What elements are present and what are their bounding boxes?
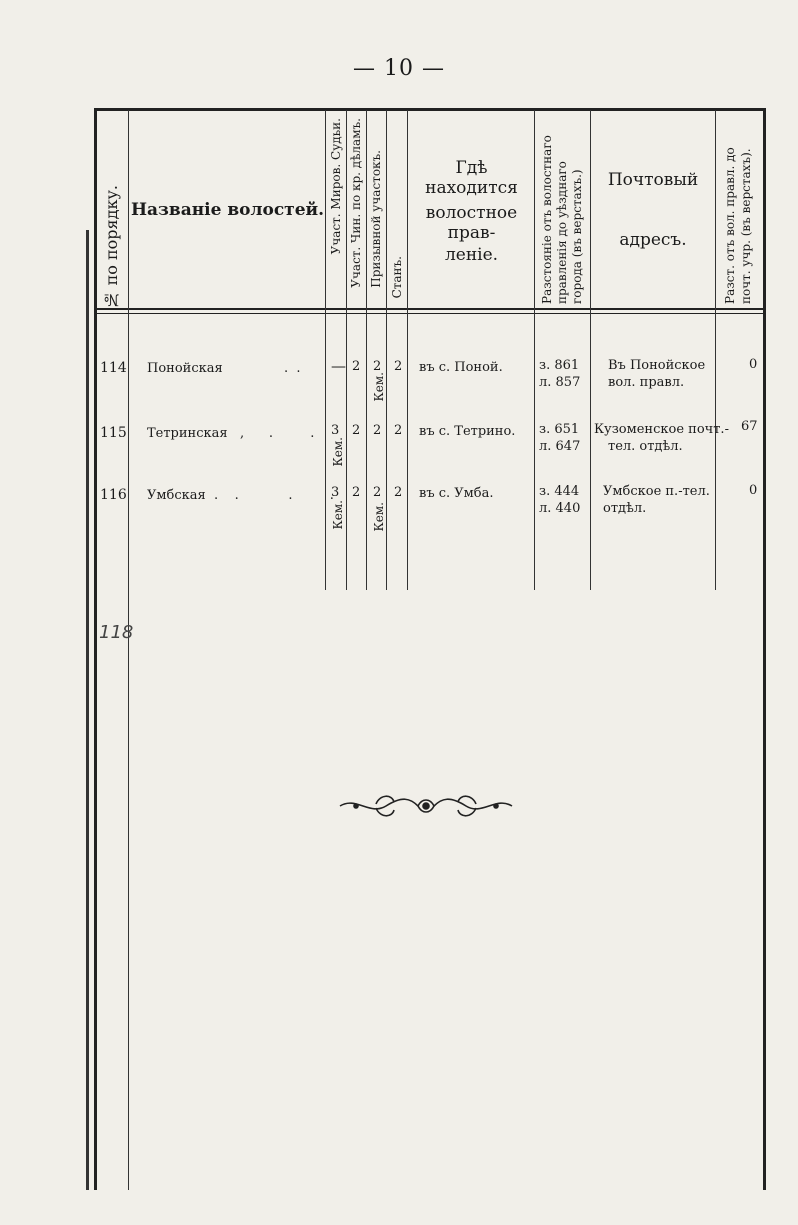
row-115-chin: 2	[352, 423, 361, 438]
row-115-mirovoy-note: Кем.	[331, 437, 345, 467]
page-number: — 10 —	[353, 56, 445, 81]
row-114-distance-winter: з. 861	[539, 358, 580, 373]
row-116-chin: 2	[352, 485, 361, 500]
column-divider	[715, 110, 716, 590]
column-divider	[407, 110, 408, 590]
column-divider	[346, 110, 347, 590]
row-116-postal-line1: Умбское п.-тел.	[603, 484, 710, 499]
header-location-line3: леніе.	[444, 245, 499, 265]
row-115-postal-line2: тел. отдѣл.	[608, 439, 683, 454]
row-115-mirovoy: 3	[331, 423, 340, 438]
header-divider	[94, 308, 766, 310]
row-116-location: въ с. Умба.	[419, 486, 494, 501]
row-115-location: въ с. Тетрино.	[419, 424, 516, 439]
column-divider	[534, 110, 535, 590]
row-114-name: Понойская	[147, 361, 223, 376]
column-divider	[128, 110, 129, 1190]
row-116-name: Умбская	[147, 488, 206, 503]
handwritten-margin-note: 118	[99, 622, 134, 643]
row-116-distance-winter: з. 444	[539, 484, 580, 499]
header-mirovoy-uchastok: Участ. Миров. Судьи.	[329, 118, 343, 255]
header-volost-name: Названіе волостей.	[130, 200, 325, 220]
row-116-dots: . . . .	[214, 488, 334, 503]
row-115-stan: 2	[394, 423, 403, 438]
row-114-mirovoy: —	[331, 357, 346, 375]
scroll-ornament-icon	[336, 786, 516, 826]
row-114-prizyv-note: Кем.	[372, 372, 386, 402]
row-114-distance-summer: л. 857	[539, 375, 581, 390]
row-114-number: 114	[100, 360, 127, 376]
header-distance-post: Разст. отъ вол. правл. до почт. учр. (въ верстахъ).	[723, 147, 753, 304]
header-distance-city: Разстояніе отъ волостнаго правленія до уѣзднаго города (въ верстахъ.)	[540, 135, 584, 304]
header-stan: Станъ.	[390, 256, 404, 299]
volost-table-frame	[94, 108, 766, 1190]
row-116-post-distance: 0	[749, 483, 758, 498]
row-115-number: 115	[100, 425, 127, 441]
header-location-line1: Гдѣ находится	[425, 158, 518, 198]
row-115-distance-winter: з. 651	[539, 422, 580, 437]
header-order-number: № по порядку.	[102, 185, 121, 310]
row-116-postal-line2: отдѣл.	[603, 501, 647, 516]
row-114-location: въ с. Поной.	[419, 360, 503, 375]
header-location-line2: волостное прав-	[425, 203, 518, 243]
page-binding-edge	[86, 230, 89, 1190]
row-114-dots: . .	[284, 361, 301, 376]
header-postal-line2: адресъ.	[619, 230, 687, 250]
header-prizyv-uchastok: Призывной участокъ.	[369, 150, 383, 288]
row-116-number: 116	[100, 487, 127, 503]
row-116-distance-summer: л. 440	[539, 501, 581, 516]
row-116-mirovoy: 3	[331, 485, 340, 500]
row-115-dots: , . .	[240, 426, 315, 441]
row-114-post-distance: 0	[749, 357, 758, 372]
row-114-prizyv: 2	[373, 359, 382, 374]
header-postal-line1: Почтовый	[607, 170, 699, 190]
header-divider-thin	[94, 313, 766, 314]
row-114-chin: 2	[352, 359, 361, 374]
row-115-name: Тетринская	[147, 426, 228, 441]
row-114-stan: 2	[394, 359, 403, 374]
header-chin-uchastok: Участ. Чин. по кр. дѣламъ.	[349, 118, 363, 288]
row-114-postal-line1: Въ Понойское	[608, 358, 706, 373]
column-divider	[590, 110, 591, 590]
column-divider	[325, 110, 326, 590]
row-115-distance-summer: л. 647	[539, 439, 581, 454]
row-116-prizyv-note: Кем.	[372, 502, 386, 532]
row-116-stan: 2	[394, 485, 403, 500]
row-115-postal-line1: Кузоменское почт.-	[594, 422, 729, 437]
row-115-prizyv: 2	[373, 423, 382, 438]
row-115-post-distance: 67	[741, 419, 758, 434]
row-114-postal-line2: вол. правл.	[608, 375, 685, 390]
row-116-mirovoy-note: Кем.	[331, 500, 345, 530]
column-divider	[386, 110, 387, 590]
column-divider	[366, 110, 367, 590]
row-116-prizyv: 2	[373, 485, 382, 500]
